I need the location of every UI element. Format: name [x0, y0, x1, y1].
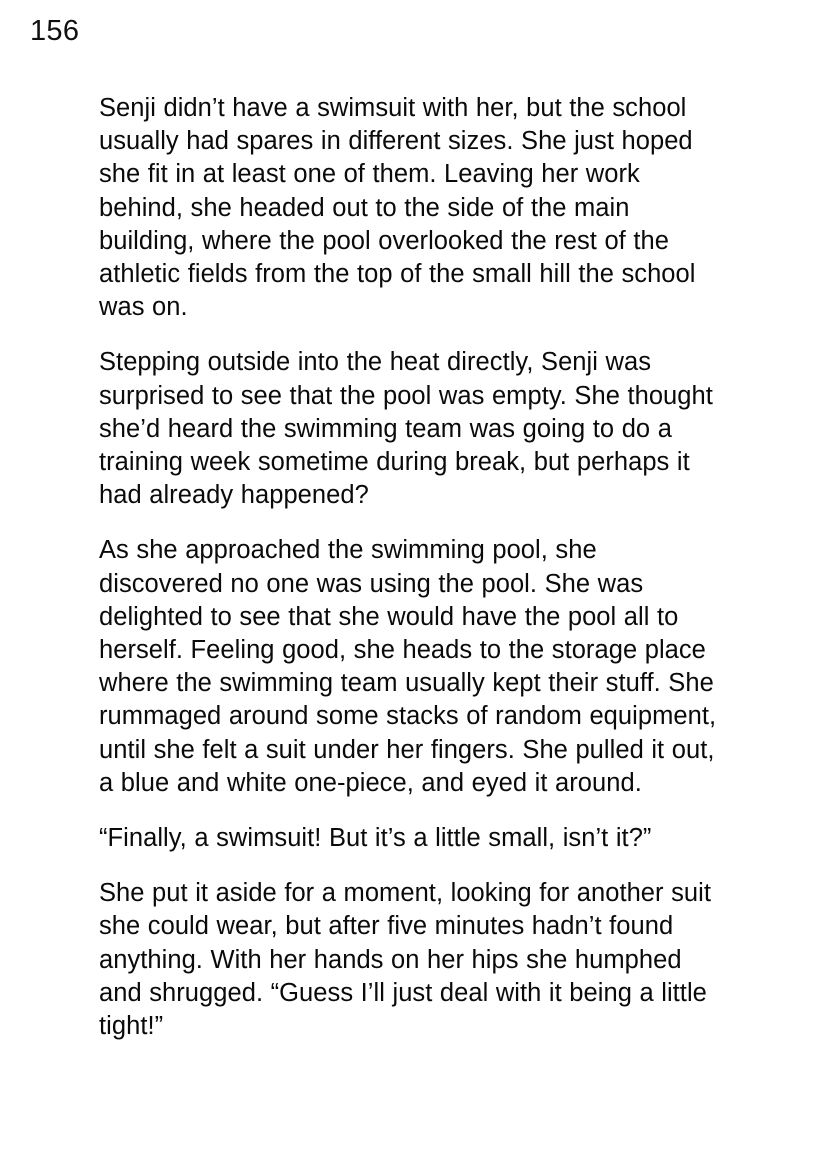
paragraph: As she approached the swimming pool, she discovered no one was using the pool. She was delighted to see that she would have the pool all to herself. Feeling good, she heads to the storage place where the swimming team usually kept their stuff. She rummaged around some stacks of random equipment, until she felt a suit under her fingers. She pulled it out, a blue and white one-piece, and eyed it around.	[99, 536, 717, 797]
paragraph: Stepping outside into the heat directly, Senji was surprised to see that the pool was empty. She thought she’d heard the swimming team was going to do a training week sometime during break, but perhaps it had already happened?	[99, 348, 713, 510]
page-number: 156	[30, 15, 80, 47]
paragraph: Senji didn’t have a swimsuit with her, but the school usually had spares in different sizes. She just hoped she fit in at least one of them. Leaving her work behind, she headed out to the side of the main building, where the pool overlooked the rest of the athletic fields from the top of the small hill the school was on.	[99, 94, 696, 322]
body-text-column	[99, 92, 724, 1043]
paragraph: She put it aside for a moment, looking for another suit she could wear, but after five minutes hadn’t found anything. With her hands on her hips she humphed and shrugged. “Guess I’ll just deal with it being a little tight!”	[99, 879, 712, 1041]
paragraph: “Finally, a swimsuit! But it’s a little small, isn’t it?”	[99, 824, 652, 853]
